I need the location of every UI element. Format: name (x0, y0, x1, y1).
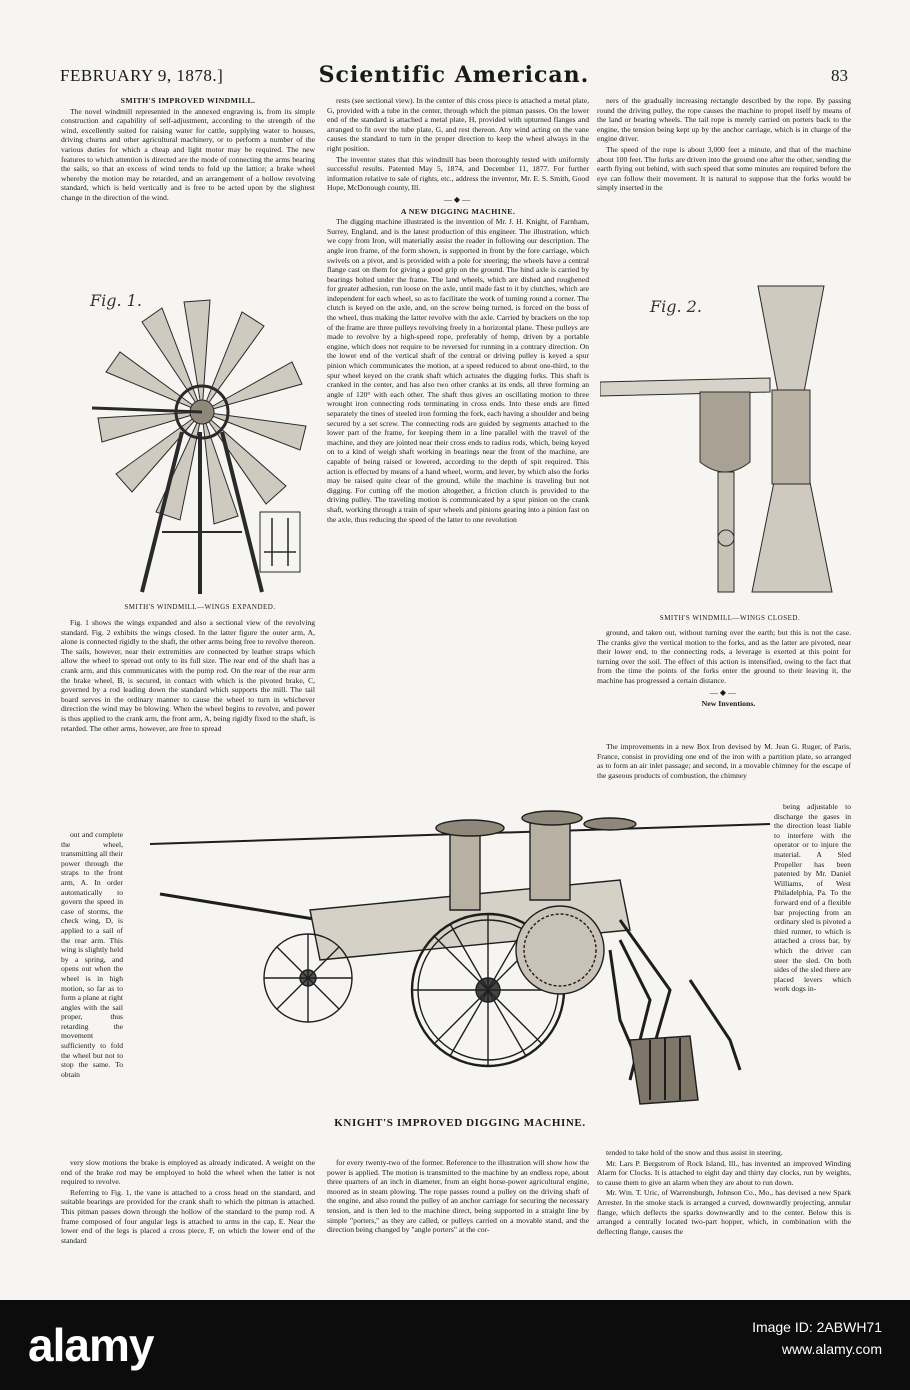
windmill-narrow-paragraph: out and complete the wheel, transmitting all their power through the straps to the front arm, A. In order automatically to govern the speed in case of storms, the check wing, D, is applied to a sail of the rear arm. This wing is slightly held by a spring, and opens out when the wheel is in high motion, so far as to form a plane at right angles with the sail proper, thus retarding the movement sufficiently to fold the wheel but not to stop the same. To obtain (61, 830, 123, 1079)
windmill-continued-1: rests (see sectional view). In the center of this cross piece is attached a metal plate, G, provided with a tube in the center, through which the pitman passes. On the lower end of the standard is attached a metal plate, H, provided with upturned flanges and arranged to fit over the tube plate, G, and rest thereon. Any wind acting on the vane causes the standard to turn in the proper direction to keep the wheel always in the right position. (327, 96, 589, 153)
digging-machine-illustration (150, 800, 770, 1118)
windmill-paragraph-1: The novel windmill represented in the annexed engraving is, from its simple construction and capability of self-adjustment, according to the strength of the wind, excellently suited for raising water for cattle, supplying water to houses, driving churns and other agricultural machinery, or to perform a number of the various duties for which a cheap and light motor may be required. The new features to which attention is directed are the mode of connecting the arms bearing the sails, so that an excess of wind tends to fold up the lattice; a brake wheel whereby the motion may be retarded, and an arrangement of a hollow revolving standard, which is held vertically and is free to be acted upon by the slightest change in the direction of the wind. (61, 106, 315, 202)
stock-url: www.alamy.com (781, 1341, 882, 1357)
column-3-top (597, 96, 851, 278)
windmill-expanded-illustration (72, 282, 312, 602)
windmill-article-title: SMITH'S IMPROVED WINDMILL. (120, 96, 256, 105)
windmill-continued-2: The inventor states that this windmill has been thoroughly tested with uniformly successful results. Patented May 5, 1874, and December 11, 1877. For further information relative to sale of rights, etc., address the inventor, Mr. E. S. Smith, Good Hope, McDonough county, Ill. (327, 154, 589, 193)
fig-2-label: Fig. 2. (650, 297, 702, 316)
inventions-paragraph-4: Mr. Wm. T. Uric, of Warrensburgh, Johnson Co., Mo., has devised a new Spark Arrester. In the smoke stack is arranged a curved, downwardly projecting, annular flange, which deflects the sparks downwardly and to the center. Below this is arranged a centrally located two-part hopper, which, in combination with the deflecting flange, causes the (597, 1188, 851, 1236)
page-header (60, 62, 848, 94)
section-divider-2: —◆— (709, 687, 739, 697)
stock-watermark-band (0, 1300, 910, 1390)
windmill-paragraph-3: very slow motions the brake is employed as already indicated. A weight on the end of the brake rod may be employed to hold the wheel when the latter is not required to revolve. (61, 1158, 315, 1187)
image-id: Image ID: 2ABWH71 (752, 1319, 882, 1335)
column-1-narrow (61, 830, 123, 1156)
inventions-paragraph-2: tended to take hold of the snow and thus assist in steering. (606, 1148, 783, 1157)
windmill-paragraph-4: Referring to Fig. 1, the vane is attached to a cross head on the standard, and suitable bearings are provided for the crank shaft to which the pitman is attached. This pitman passes down through the hollow of the standard to the pump rod. A frame composed of four angular legs is attached to arms in the cap, E. Near the lower end of the legs is placed a cross piece, F, on which the lower end of the standard (61, 1187, 315, 1245)
windmill-paragraph-2: Fig. 1 shows the wings expanded and also a sectional view of the revolving standard. Fig. 2 exhibits the wings closed. In the latter figure the outer arm, A, alone is connected rigidly to the shaft, the other arms being free to revolve thereon. The sails, however, near their extremities are connected by leather straps which allow the wheel to spread out only to its full size. The rear end of the shaft has a crank arm, and this communicates with the pump rod. On the rear of the rear arm the brake wheel, B, is secured, in contact with which is the pivoted brake, C, governed by a rod leading down the standard which supports the mill. The tail board serves in the ordinary manner to cause the wheel to turn in whichever direction the wind may be blowing. When the wheel begins to revolve, and power is thus applied to the crank arm, the front arm, A, being rigidly fixed to the shaft, is retarded. The other arms, however, are free to spread (61, 618, 315, 733)
stock-id-block (752, 1316, 882, 1360)
digging-continued-3: ground, and taken out, without turning over the earth; but this is not the case. The cranks give the vertical motion to the forks, and as the latter are pivoted, near their lower end, to the connecting rods, a leverage is exerted at this point for turning over the soil. The effect of this action is intensified, owing to the fact that from the time the points of the forks enter the ground to their leaving it, the machine has progressed a certain distance. (597, 628, 851, 685)
page-number: 83 (831, 66, 848, 85)
column-3-middle (597, 628, 851, 726)
stock-logo: alamy (28, 1319, 154, 1371)
windmill-closed-figure (600, 282, 850, 612)
column-1-top (61, 96, 315, 278)
column-2-top (327, 96, 589, 816)
column-1-bottom (61, 1158, 315, 1290)
column-2-bottom (327, 1158, 589, 1290)
digging-machine-figure (150, 800, 770, 1118)
inventions-narrow-paragraph: being adjustable to discharge the gases in the direction least liable to interfere with the operator or to injure the material. A Sled Propeller has been patented by Mr. Daniel Williams, of West Philadelphia, Pa. To the forward end of a flexible bar projecting from an ordinary sled is pivoted a third runner, to which is attached a cross bar, by which the driver can steer the sled. On both sides of the sled there are placed levers which work dogs in- (774, 802, 851, 994)
windmill-expanded-figure (72, 282, 312, 602)
column-3-inventions (597, 742, 851, 800)
digging-continued-2: The speed of the rope is about 3,000 feet a minute, and that of the machine about 100 feet. The forks are driven into the ground one after the other, sending the earth flying out behind, with such speed that some minutes are required before the eye can follow their movement. It is natural to suppose that the forks would be simply inserted in the (597, 144, 851, 193)
fig-2-caption: SMITH'S WINDMILL—WINGS CLOSED. (659, 614, 801, 622)
digging-article-title: A NEW DIGGING MACHINE. (400, 206, 516, 216)
inventions-paragraph-1: The improvements in a new Box Iron devised by M. Jean G. Ruger, of Paris, France, consist in providing one end of the iron with a partition plate, so arranged as to form an air inlet passage; and second, in a movable chimney for the escape of the gaseous products of combustion, the chimney (597, 742, 851, 780)
fig-1-label: Fig. 1. (90, 291, 142, 310)
masthead: Scientific American. (318, 62, 590, 88)
fig-1-caption: SMITH'S WINDMILL—WINGS EXPANDED. (124, 603, 276, 611)
new-inventions-title: New Inventions. (701, 699, 756, 709)
section-divider: —◆— (443, 194, 473, 204)
digging-paragraph-1: The digging machine illustrated is the invention of Mr. J. H. Knight, of Farnham, Surrey, England, and is the latest production of this engineer. The illustration, which we copy from Iron, will materially assist the reader in following our description. The angle iron frame, of the form shown, is supported in front by the fore carriage, which swivels on a pivot, and is provided with a pole for steering; the wheels have a central flange cast on them for giving a good grip on the ground. The hind axle is carried by bearings bolted under the frame. The land wheels, which are dished and roughened for greater adhesion, run loose on the axle, until made fast to it by clutches, which are independent for each wheel, so as to facilitate the work of turning round a corner. The clutch is keyed on the axle, and, on the screw being turned, is forced on the boss of the wheel, thus making the latter revolve with the axle. Carried by brackets on the top of the frame are three pulleys revolving freely in a horizontal plane. These pulleys are made to revolve by a high-speed rope, preferably of hemp, driven by a portable engine, which does not require to be reversed for running in a contrary direction. On the lower end of the vertical shaft of the central or driving pulley is keyed a spur pinion which communicates the motion, at a speed reduced to about one-third, to the spur wheel keyed on the crank shaft which actuates the digging forks. This shaft is cranked in the center, and has also two other cranks at its ends, all three forming an angle of 120° with each other. The shaft thus gives an oscillating motion to three wrought iron connecting rods terminating in cross ends. Into these ends are fitted separately the tines of steeled iron forming the fork, each having a shoulder and being secured by a set screw. The connecting rods are guided by segments attached to the lower part of the frame, for keeping them in a line parallel with the travel of the machine, and they are jointed near their cross ends to radius rods, which, being keyed on to a kind of weigh shaft working in bearings near the front of the machine, are capable of being raised or lowered, according to the depth of spit required. This action is effected by means of a hand wheel, worm, and lever, by which also the forks may be raised quite clear of the ground, while the machine is traveling but not digging. For cutting off the motion altogether, a friction clutch is provided to the driving pulley. The traveling motion is communicated by a spur pinion on the crank shaft, working through a train of spur wheels and pinions gearing into a pinion fast on the axle, thus reducing the speed of the latter to one revolution (327, 217, 589, 524)
column-1-middle (61, 618, 315, 828)
issue-date: FEBRUARY 9, 1878.] (60, 66, 224, 85)
digging-continued-1: ners of the gradually increasing rectangle described by the rope. By passing round the driving pulley, the rope causes the machine to propel itself by means of the land or bearing wheels. The tail rope is merely carried on porters back to the engine, the tension being kept up by the anchor carriage, which is in charge of the engine driver. (597, 96, 851, 144)
column-3-narrow (774, 802, 851, 1146)
digging-paragraph-2: for every twenty-two of the former. Reference to the illustration will show how the power is applied. The motion is transmitted to the machine by an endless rope, about three quarters of an inch in diameter, from an eight horse-power agricultural engine, moored as in steam plowing. The rope passes round a pulley on the driving shaft of the engine, and also round the pulley of an anchor carriage for securing the necessary tension, and is then led to the machine direct, being supported in a straight line by simple "porters," as they are called, or pulleys carried on a movable stand, and the direction being changed by "angle porters" at the cor- (327, 1158, 589, 1235)
inventions-paragraph-3: Mr. Lars P. Bergstrom of Rock Island, Ill., has invented an improved Winding Alarm for Clocks. It is attached to eight day and thirty day clocks, run by weights, to cause them to give an alarm when they are about to run down. (597, 1158, 851, 1187)
windmill-closed-illustration (600, 282, 850, 612)
column-3-bottom (597, 1148, 851, 1290)
digging-machine-caption: KNIGHT'S IMPROVED DIGGING MACHINE. (334, 1117, 586, 1129)
